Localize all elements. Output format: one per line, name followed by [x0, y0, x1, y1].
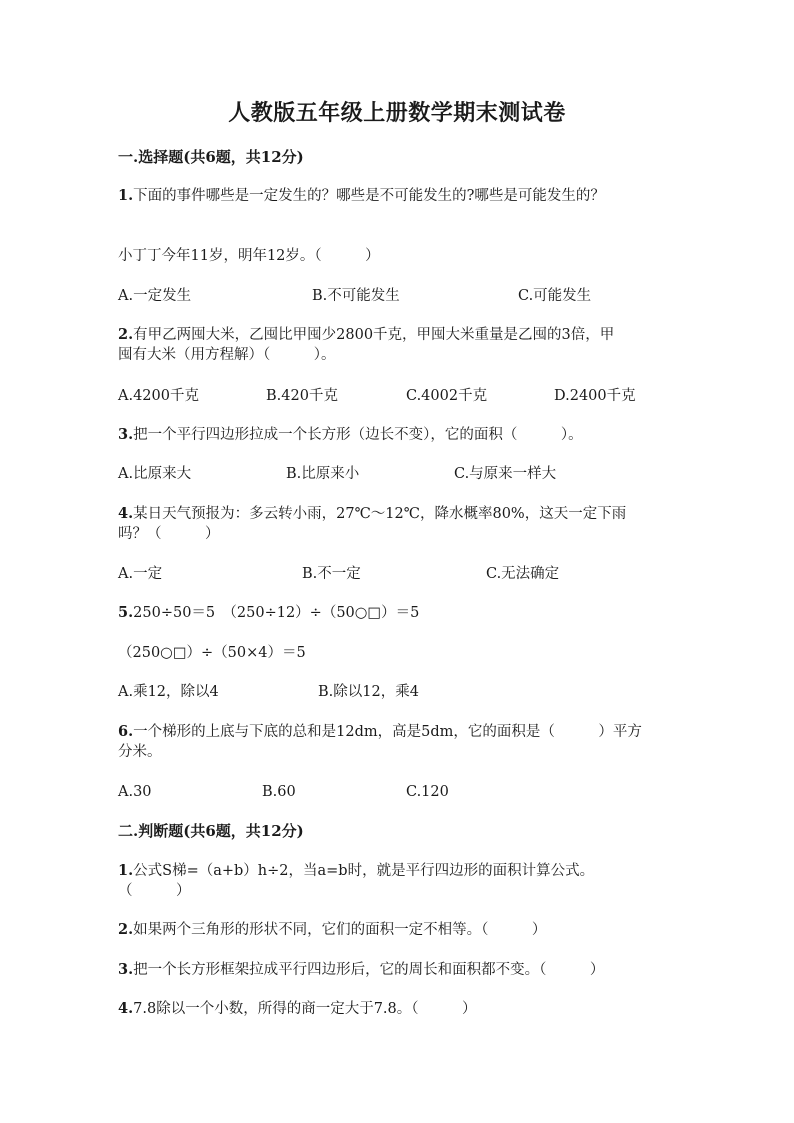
- question-text: 某日天气预报为：多云转小雨，27℃～12℃，降水概率80%，这天一定下雨: [133, 506, 627, 522]
- question-number: 4.: [118, 1000, 134, 1017]
- question-number: 1.: [118, 862, 134, 879]
- option-c: C.无法确定: [486, 566, 560, 582]
- option-c: C.4002千克: [406, 388, 488, 404]
- question-text: 公式S梯=（a+b）h÷2，当a=b时，就是平行四边形的面积计算公式。: [133, 863, 595, 879]
- question-number: 3.: [118, 426, 134, 443]
- question-number: 1.: [118, 187, 134, 204]
- question-text: 下面的事件哪些是一定发生的？哪些是不可能发生的?哪些是可能发生的？: [133, 188, 605, 204]
- question-6-line-1: [118, 722, 642, 742]
- option-d: D.2400千克: [554, 388, 636, 404]
- question-4-line-1: [118, 504, 626, 524]
- judgment-3: [118, 960, 604, 980]
- judgment-4: [118, 999, 477, 1019]
- judgment-2: [118, 920, 546, 940]
- option-c: C.可能发生: [518, 288, 592, 304]
- option-a: A.比原来大: [118, 466, 192, 482]
- option-b: B.不可能发生: [312, 288, 400, 304]
- question-number: 4.: [118, 505, 134, 522]
- question-number: 5.: [118, 604, 134, 621]
- option-b: B.比原来小: [286, 466, 360, 482]
- option-c: C.与原来一样大: [454, 466, 557, 482]
- question-number: 2.: [118, 921, 134, 938]
- question-6-line-2: 分米。: [118, 744, 162, 760]
- question-text: 250÷50＝5 （250÷12）÷（50○□）＝5: [133, 605, 420, 621]
- question-number: 2.: [118, 326, 134, 343]
- judgment-1-line-2: （ ）: [118, 883, 191, 899]
- option-b: B.除以12，乘4: [318, 684, 419, 700]
- question-text: 有甲乙两囤大米，乙囤比甲囤少2800千克，甲囤大米重量是乙囤的3倍，甲: [133, 327, 615, 343]
- question-text: 把一个平行四边形拉成一个长方形（边长不变），它的面积（ ）。: [133, 427, 583, 443]
- page-title: 人教版五年级上册数学期末测试卷: [228, 100, 566, 126]
- question-5-line-1: [118, 603, 419, 623]
- option-b: B.不一定: [302, 566, 361, 582]
- question-1-line-1: [118, 186, 605, 206]
- question-number: 6.: [118, 723, 134, 740]
- option-c: C.120: [406, 784, 449, 800]
- question-text: 把一个长方形框架拉成平行四边形后，它的周长和面积都不变。（ ）: [133, 962, 605, 978]
- question-2-line-1: [118, 325, 614, 345]
- option-a: A.4200千克: [118, 388, 199, 404]
- option-b: B.420千克: [266, 388, 338, 404]
- question-1-line-3: 小丁丁今年11岁，明年12岁。（ ）: [118, 248, 380, 264]
- option-b: B.60: [262, 784, 296, 800]
- question-3-line-1: [118, 425, 583, 445]
- question-text: 如果两个三角形的形状不同，它们的面积一定不相等。（ ）: [133, 922, 547, 938]
- question-5-line-2: （250○□）÷（50×4）＝5: [118, 645, 306, 661]
- question-text: 7.8除以一个小数，所得的商一定大于7.8。（ ）: [133, 1001, 477, 1017]
- option-a: A.一定发生: [118, 288, 192, 304]
- option-a: A.30: [118, 784, 152, 800]
- option-a: A.一定: [118, 566, 163, 582]
- judgment-1-line-1: [118, 861, 594, 881]
- question-number: 3.: [118, 961, 134, 978]
- question-2-line-2: 囤有大米（用方程解）（ ）。: [118, 347, 336, 363]
- section-heading-choice: 一.选择题(共6题，共12分): [118, 148, 304, 166]
- question-text: 一个梯形的上底与下底的总和是12dm，高是5dm，它的面积是（ ）平方: [133, 724, 642, 740]
- section-heading-judgment: 二.判断题(共6题，共12分): [118, 822, 304, 840]
- question-4-line-2: 吗？（ ）: [118, 526, 220, 542]
- option-a: A.乘12，除以4: [118, 684, 219, 700]
